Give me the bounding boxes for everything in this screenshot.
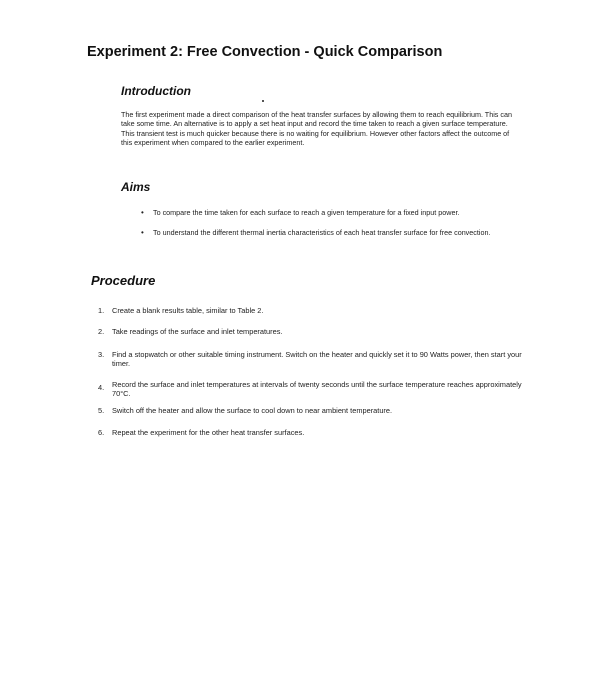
aim-text: To understand the different thermal inertia characteristics of each heat transfer surface for free convection. xyxy=(153,228,491,238)
step-number: 5. xyxy=(98,406,105,415)
step-number: 3. xyxy=(98,350,105,359)
step-number: 4. xyxy=(98,383,105,392)
step-text: Create a blank results table, similar to Table 2. xyxy=(112,306,264,315)
aims-list-item xyxy=(141,228,511,237)
step-number: 1. xyxy=(98,306,105,315)
step-text: Switch off the heater and allow the surface to cool down to near ambient temperature. xyxy=(112,406,393,415)
scan-speck xyxy=(262,100,264,102)
document-title: Experiment 2: Free Convection - Quick Comparison xyxy=(87,44,443,60)
bullet-icon: • xyxy=(141,208,144,217)
step-number: 6. xyxy=(98,428,105,437)
introduction-paragraph: The first experiment made a direct comparison of the heat transfer surfaces by allowing them to reach equilibrium. This can take some time. An alternative is to apply a set heat input and record the time taken to reach a given surface temperature. This transient test is much quicker because there is no waiting for equilibrium. However other factors affect the outcome of this experiment when compared to the earlier experiment. xyxy=(121,110,512,147)
introduction-heading: Introduction xyxy=(121,84,191,98)
aims-list xyxy=(141,208,511,249)
bullet-icon: • xyxy=(141,228,144,238)
step-text: Record the surface and inlet temperatures at intervals of twenty seconds until the surface temperature reaches approximately 70°C. xyxy=(112,380,522,399)
step-number: 2. xyxy=(98,327,105,336)
aim-text: To compare the time taken for each surface to reach a given temperature for a fixed input power. xyxy=(153,208,460,217)
procedure-heading: Procedure xyxy=(91,273,156,288)
step-text: Take readings of the surface and inlet temperatures. xyxy=(112,327,283,336)
aims-list-item xyxy=(141,208,511,217)
step-text: Repeat the experiment for the other heat transfer surfaces. xyxy=(112,428,305,437)
step-text: Find a stopwatch or other suitable timing instrument. Switch on the heater and quickly set it to 90 Watts power, then start your timer. xyxy=(112,350,522,369)
aims-heading: Aims xyxy=(121,180,151,194)
